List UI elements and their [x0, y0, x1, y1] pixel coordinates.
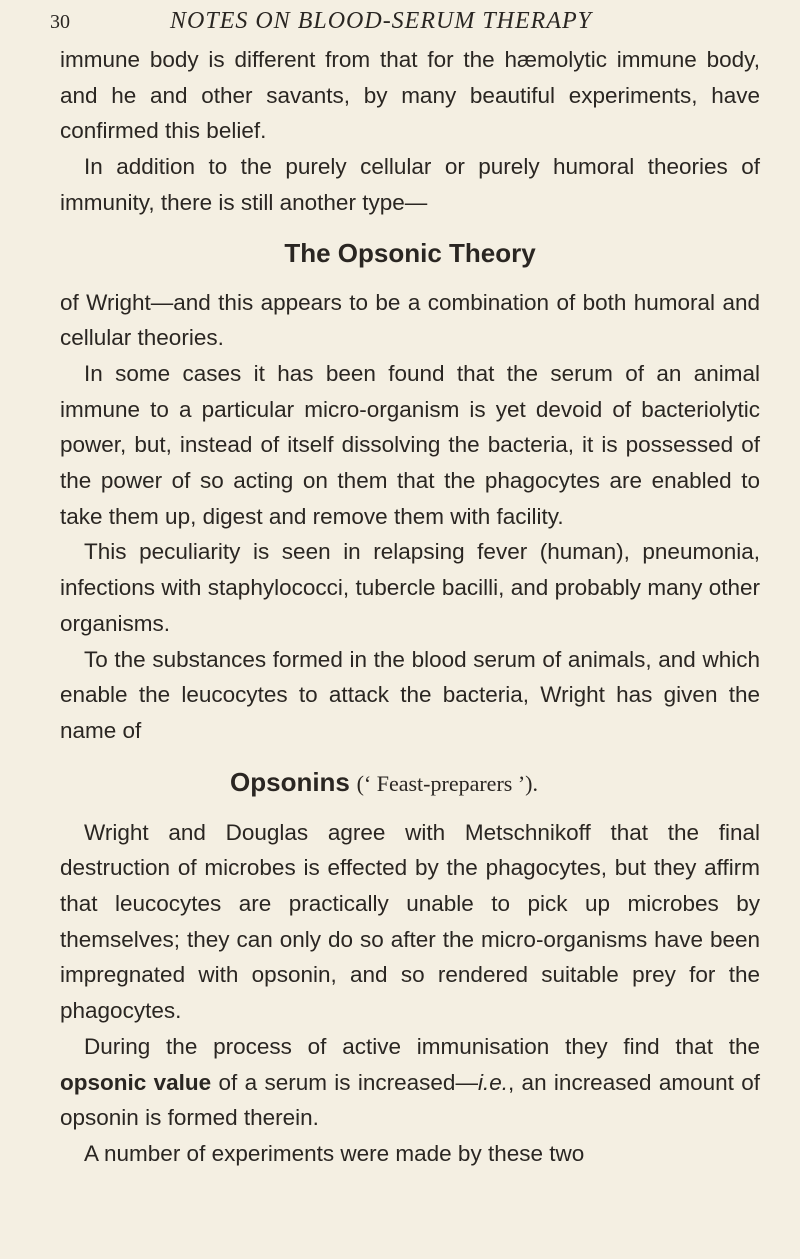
- paragraph-substances: To the substances formed in the blood serum of animals, and which enable the leucocytes to attack the bacteria, Wright has given the name of: [60, 646, 760, 743]
- body-text: [60, 42, 760, 1172]
- page-number: 30: [50, 11, 70, 33]
- opsonins-gloss: (‘ Feast-preparers ’).: [356, 770, 538, 796]
- paragraph-theories: In addition to the purely cellular or purely humoral theories of immunity, there is still another type—: [60, 154, 760, 215]
- text-segment: During the process of active immunisation they find that the: [84, 1033, 760, 1059]
- paragraph-serum: In some cases it has been found that the serum of an animal immune to a particular micro-organism is yet devoid of bacteriolytic power, but, instead of itself dissolving the bacteria, it is possessed of the power of so acting on them that the phagocytes are enabled to take them up, digest and remove them with facility.: [60, 360, 760, 529]
- heading-opsonins: [60, 749, 760, 815]
- text-segment: , an increased amount of opsonin is formed therein.: [60, 1069, 760, 1131]
- running-head: [50, 8, 760, 42]
- paragraph-peculiarity: This peculiarity is seen in relapsing fever (human), pneumonia, infections with staphylococci, tubercle bacilli, and probably many other organisms.: [60, 539, 760, 636]
- paragraph-active-immunisation: [60, 1029, 760, 1136]
- running-title: NOTES ON BLOOD-SERUM THERAPY: [170, 8, 592, 34]
- paragraph-experiments: A number of experiments were made by these two: [84, 1140, 585, 1166]
- paragraph-immune-body: immune body is different from that for the hæmolytic immune body, and he and other savants, by many beautiful experiments, have confirmed this belief.: [60, 47, 760, 144]
- heading-opsonic-theory: The Opsonic Theory: [284, 237, 536, 268]
- ie-abbreviation: i.e.: [477, 1069, 508, 1095]
- opsonic-value-term: opsonic value: [60, 1069, 212, 1095]
- paragraph-of-wright: of Wright—and this appears to be a combination of both humoral and cellular theories.: [60, 289, 760, 351]
- text-segment: of a serum is increased—: [218, 1069, 478, 1095]
- paragraph-wright-douglas: Wright and Douglas agree with Metschnikoff that the final destruction of microbes is effected by the phagocytes, but they affirm that leucocytes are practically unable to pick up microbes by themselves; they can only do so after the micro-organisms have been impregnated with opsonin, and so rendered suitable prey for the phagocytes.: [60, 819, 760, 1024]
- opsonins-term: Opsonins: [230, 766, 350, 797]
